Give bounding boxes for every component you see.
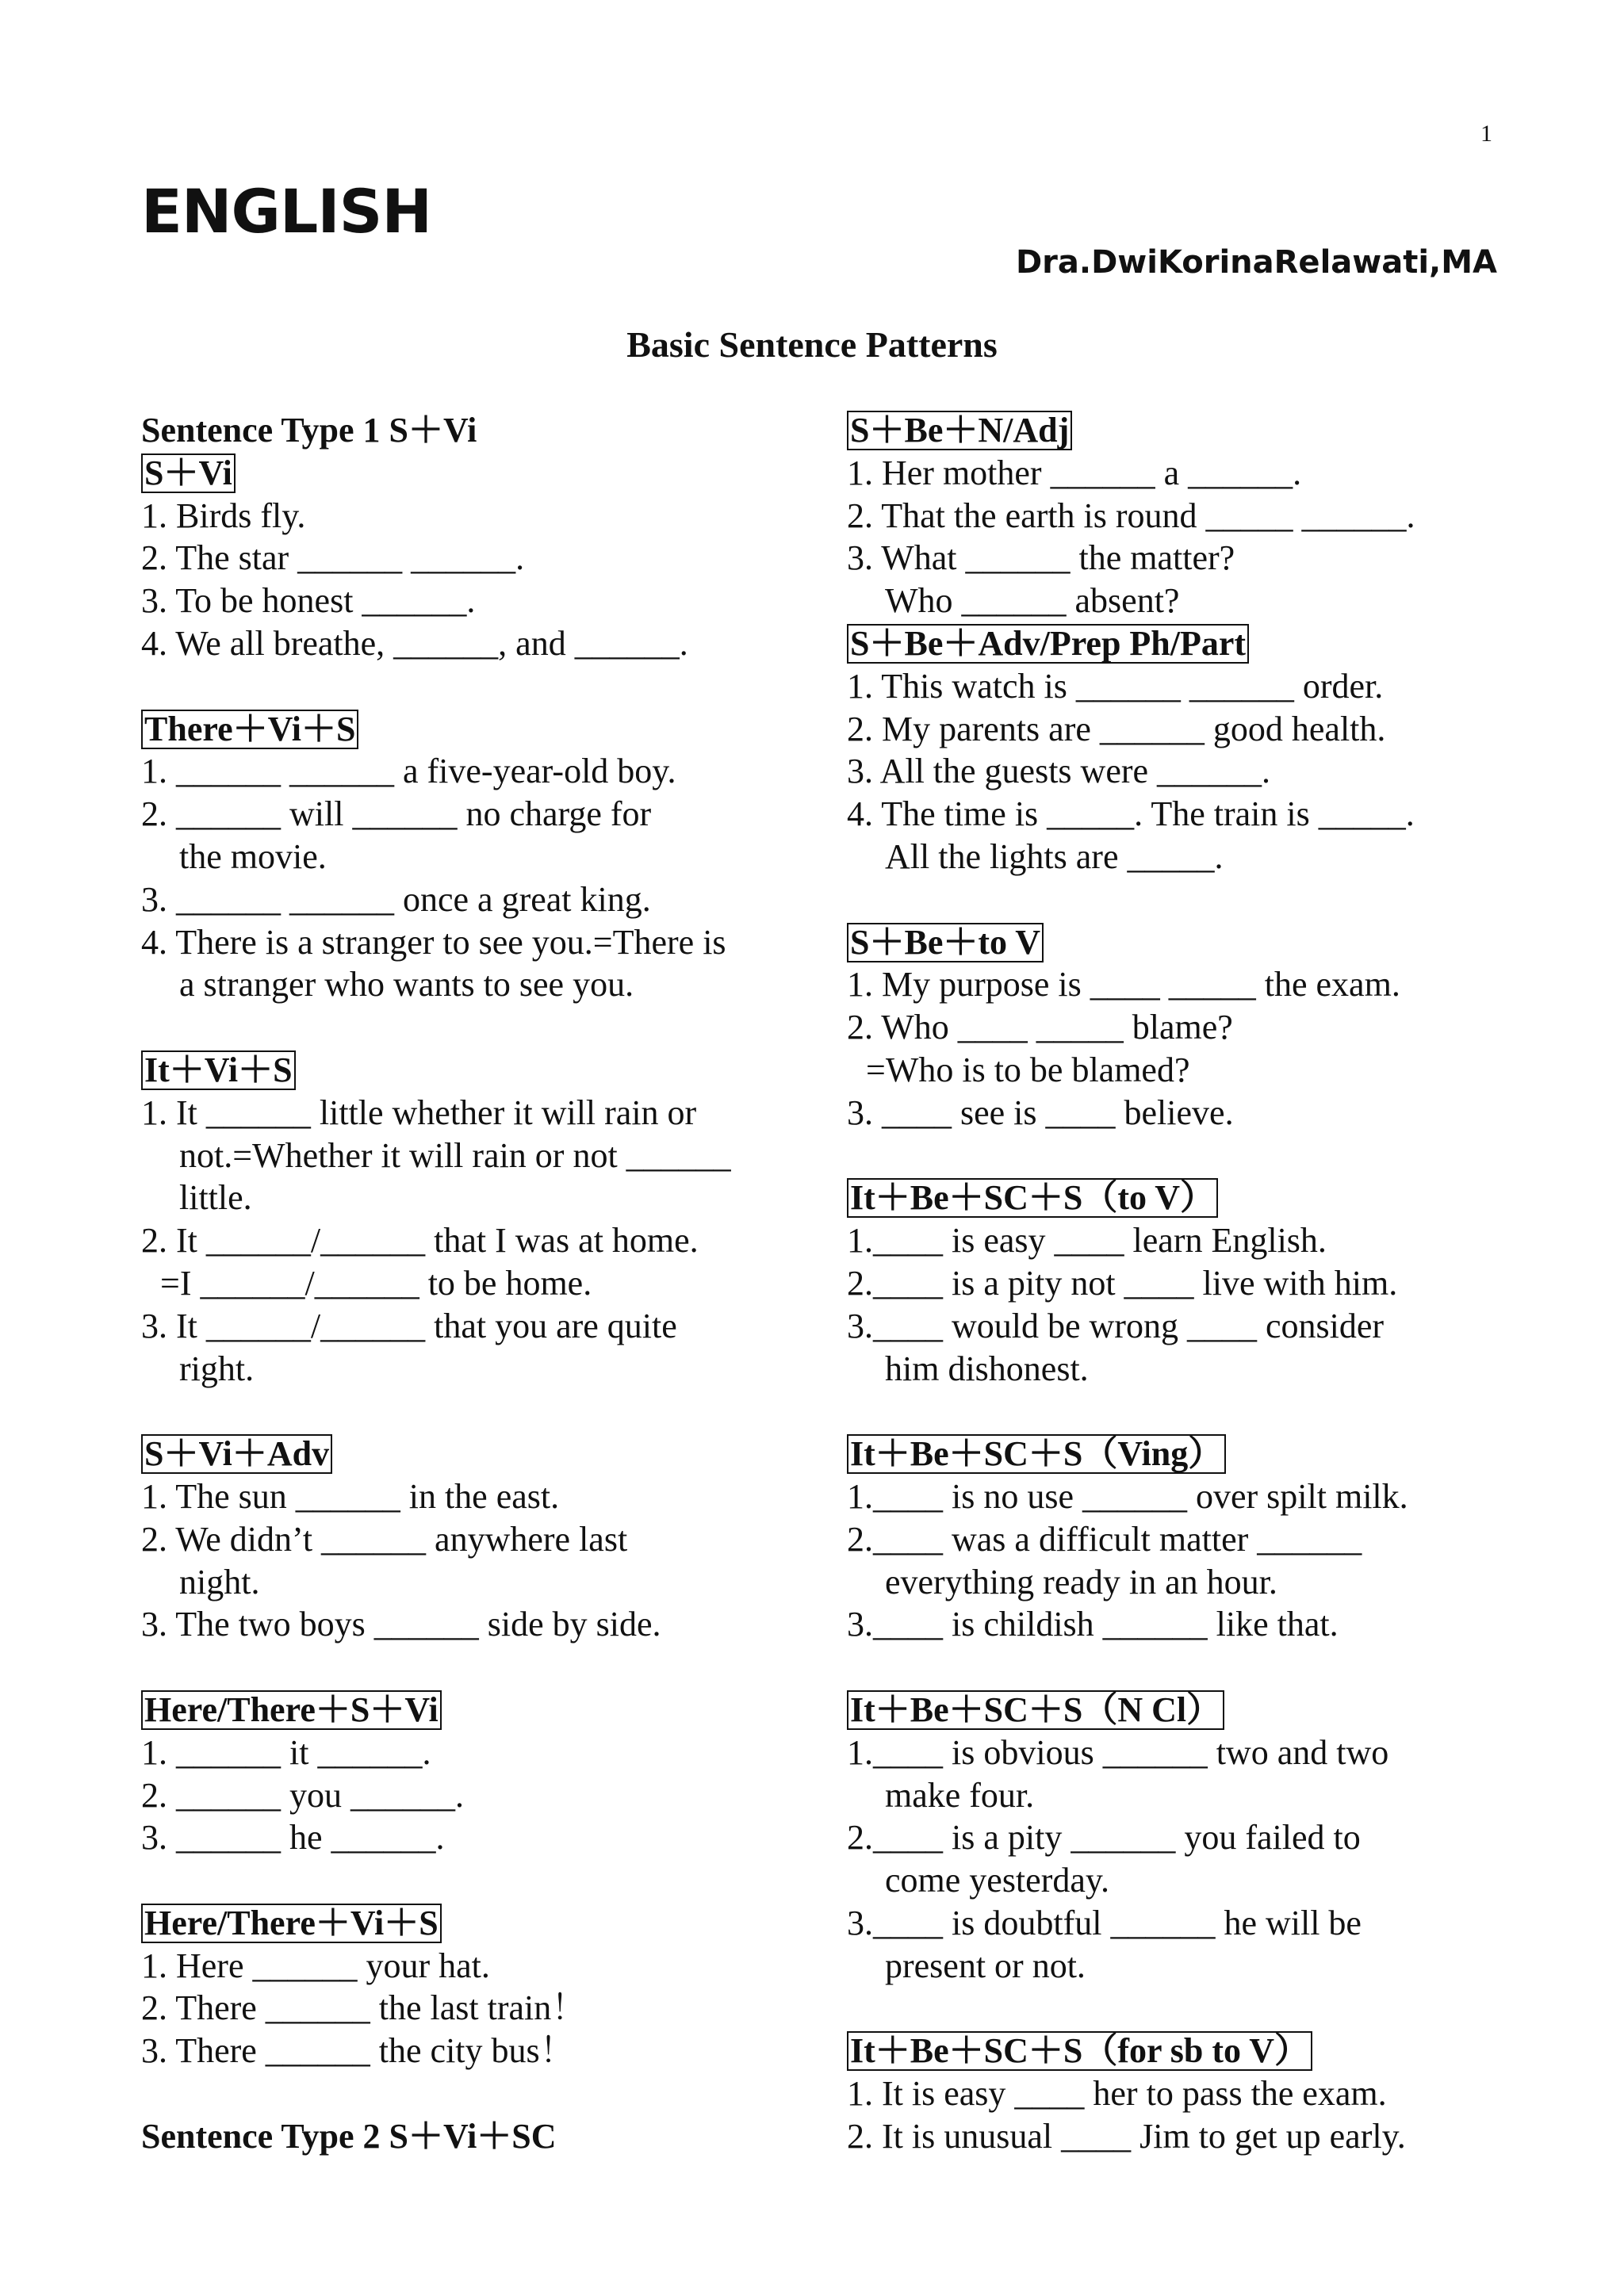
pattern-box: It＋Be＋SC＋S（Ving） (847, 1434, 1226, 1474)
exercise-line: 3.____ would be wrong ____ consider (847, 1306, 1385, 1345)
pattern-heading-row (141, 1902, 799, 1945)
spacer (141, 1859, 799, 1902)
exercise-line: 1.____ is obvious ______ two and two (847, 1732, 1389, 1772)
pattern-heading-row (141, 1049, 799, 1092)
exercise-line: come yesterday. (885, 1861, 1110, 1900)
pattern-heading-row (141, 1433, 799, 1475)
exercise-line: the movie. (179, 836, 327, 876)
exercise-line: 3. ______ he ______. (141, 1818, 445, 1858)
exercise-line: 1.____ is no use ______ over spilt milk. (847, 1476, 1408, 1516)
spacer (847, 1135, 1497, 1177)
pattern-heading-row (847, 622, 1497, 665)
exercise-line: 2. ______ will ______ no charge for (141, 794, 652, 834)
pattern-heading-row (847, 1689, 1497, 1732)
spacer (141, 1646, 799, 1689)
exercise-line: not.=Whether it will rain or not ______ (179, 1135, 731, 1175)
pattern-heading-row (847, 1433, 1497, 1475)
exercise-line: 3. ____ see is ____ believe. (847, 1093, 1234, 1132)
exercise-line: 1. It is easy ____ her to pass the exam. (847, 2074, 1387, 2114)
pattern-heading-row (141, 1689, 799, 1732)
spacer (847, 878, 1497, 921)
exercise-line: 4. There is a stranger to see you.=There is (141, 922, 726, 962)
pattern-box: It＋Vi＋S (141, 1050, 296, 1090)
exercise-line: 2. Who ____ _____ blame? (847, 1008, 1233, 1047)
exercise-line: make four. (885, 1775, 1035, 1815)
spacer (141, 665, 799, 708)
exercise-line: 2. We didn’t ______ anywhere last (141, 1519, 628, 1559)
exercise-line: 1. Here ______ your hat. (141, 1946, 490, 1985)
sentence-type-heading: Sentence Type 2 S＋Vi＋SC (141, 2116, 557, 2156)
pattern-heading-row (847, 409, 1497, 452)
pattern-box: S＋Vi＋Adv (141, 1434, 332, 1474)
exercise-line: 2.____ is a pity not ____ live with him. (847, 1263, 1398, 1303)
exercise-line: 3. What ______ the matter? (847, 538, 1235, 578)
exercise-line: 1.____ is easy ____ learn English. (847, 1221, 1327, 1261)
exercise-line: everything ready in an hour. (885, 1562, 1277, 1601)
exercise-line: him dishonest. (885, 1349, 1089, 1388)
exercise-line: =I ______/______ to be home. (160, 1263, 592, 1303)
pattern-box: S＋Vi (141, 453, 236, 493)
exercise-line: 2. There ______ the last train！ (141, 1988, 587, 2028)
left-column (141, 409, 799, 2158)
exercise-line: Who ______ absent? (885, 581, 1180, 621)
exercise-line: 4. We all breathe, ______, and ______. (141, 623, 688, 663)
exercise-line: right. (179, 1349, 255, 1388)
exercise-line: 1. It ______ little whether it will rain or (141, 1093, 697, 1132)
page-number: 1 (1480, 121, 1492, 147)
spacer (847, 1987, 1497, 2030)
pattern-heading-row (847, 1177, 1497, 1219)
pattern-box: It＋Be＋SC＋S（for sb to V） (847, 2031, 1312, 2071)
spacer (141, 2072, 799, 2115)
pattern-box: It＋Be＋SC＋S（N Cl） (847, 1690, 1224, 1730)
exercise-line: 1. ______ ______ a five-year-old boy. (141, 752, 676, 791)
spacer (141, 1390, 799, 1433)
pattern-box: Here/There＋S＋Vi (141, 1690, 442, 1730)
exercise-line: All the lights are _____. (885, 836, 1224, 876)
spacer (847, 1646, 1497, 1689)
exercise-line: 1. Birds fly. (141, 496, 306, 535)
exercise-line: 3. There ______ the city bus！ (141, 2031, 575, 2071)
pattern-box: Here/There＋Vi＋S (141, 1904, 442, 1943)
exercise-line: 3. The two boys ______ side by side. (141, 1605, 661, 1644)
pattern-heading-row (847, 921, 1497, 964)
section-title: Basic Sentence Patterns (626, 324, 998, 365)
exercise-line: 1. Her mother ______ a ______. (847, 453, 1302, 492)
pattern-heading-row (847, 2030, 1497, 2072)
exercise-line: 2. It is unusual ____ Jim to get up early. (847, 2116, 1406, 2156)
pattern-box: S＋Be＋N/Adj (847, 411, 1072, 450)
exercise-line: =Who is to be blamed? (866, 1050, 1190, 1089)
exercise-line: 2. ______ you ______. (141, 1775, 464, 1815)
document-title: ENGLISH (141, 176, 431, 247)
spacer (141, 1006, 799, 1049)
exercise-line: 3.____ is childish ______ like that. (847, 1605, 1339, 1644)
exercise-line: 2. It ______/______ that I was at home. (141, 1221, 699, 1261)
exercise-line: 2.____ was a difficult matter ______ (847, 1519, 1362, 1559)
exercise-line: 1. This watch is ______ ______ order. (847, 666, 1384, 706)
exercise-line: 2. My parents are ______ good health. (847, 709, 1386, 748)
right-column (847, 409, 1497, 2158)
exercise-line: a stranger who wants to see you. (179, 965, 634, 1004)
exercise-line: little. (179, 1178, 252, 1218)
exercise-line: present or not. (885, 1946, 1086, 1985)
pattern-box: S＋Be＋to V (847, 923, 1044, 962)
pattern-box: S＋Be＋Adv/Prep Ph/Part (847, 624, 1249, 664)
author-name: Dra.DwiKorinaRelawati,MA (1015, 244, 1497, 281)
pattern-heading-row (141, 708, 799, 751)
exercise-line: 3. It ______/______ that you are quite (141, 1306, 677, 1345)
pattern-box: There＋Vi＋S (141, 710, 358, 749)
exercise-line: 3. ______ ______ once a great king. (141, 879, 651, 919)
exercise-line: 2. The star ______ ______. (141, 538, 525, 578)
exercise-line: 2.____ is a pity ______ you failed to (847, 1818, 1361, 1858)
sentence-type-heading: Sentence Type 1 S＋Vi (141, 411, 477, 450)
exercise-line: 1. The sun ______ in the east. (141, 1476, 560, 1516)
exercise-line: 1. ______ it ______. (141, 1732, 431, 1772)
exercise-line: 1. My purpose is ____ _____ the exam. (847, 965, 1400, 1004)
exercise-line: 3. All the guests were ______. (847, 752, 1271, 791)
exercise-line: 3.____ is doubtful ______ he will be (847, 1903, 1362, 1942)
spacer (847, 1390, 1497, 1433)
pattern-heading-row (141, 452, 799, 495)
exercise-line: 3. To be honest ______. (141, 581, 476, 621)
pattern-box: It＋Be＋SC＋S（to V） (847, 1178, 1218, 1218)
exercise-line: night. (179, 1562, 260, 1601)
exercise-line: 2. That the earth is round _____ ______. (847, 496, 1415, 535)
exercise-line: 4. The time is _____. The train is _____. (847, 794, 1415, 834)
